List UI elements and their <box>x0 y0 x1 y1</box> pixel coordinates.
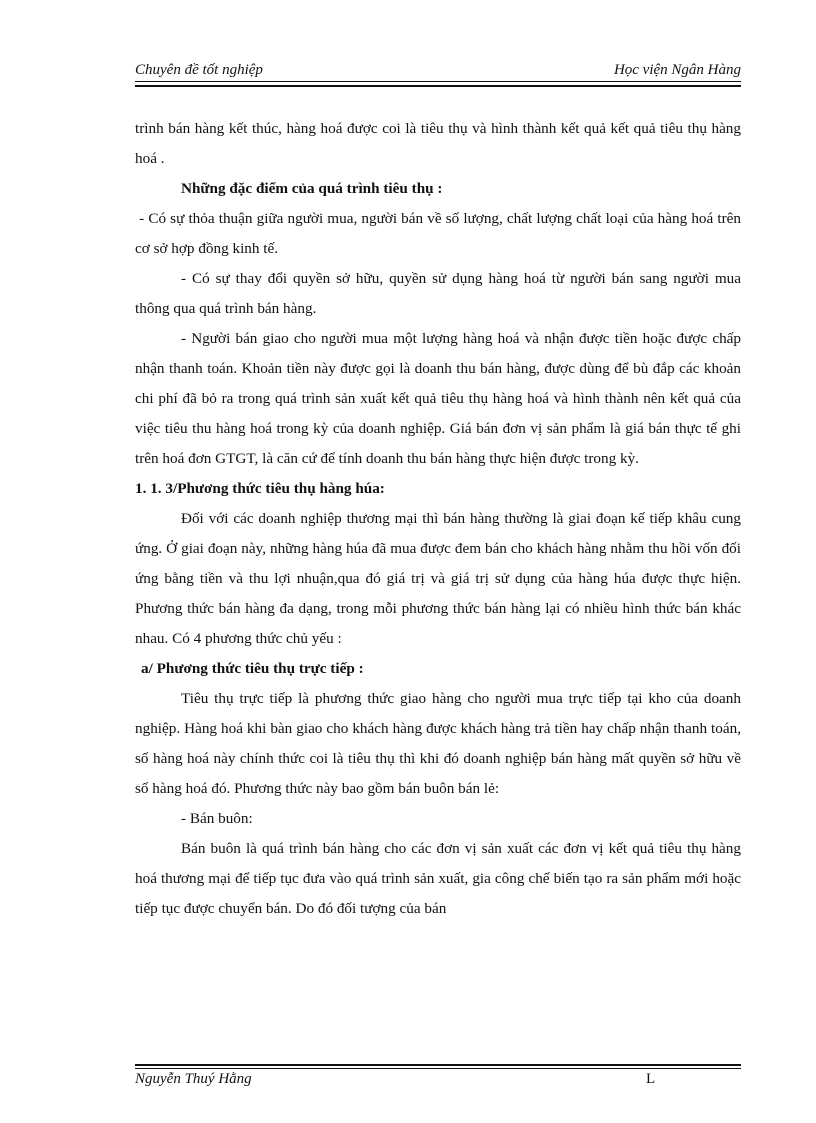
paragraph-methods-intro: Đối với các doanh nghiệp thương mại thì bán hàng thường là giai đoạn kế tiếp khâu cung ứng. Ở giai đoạn này, những hàng húa đã mua được đem bán cho khách hàng nhằm thu hồi vốn đối ứng bằng tiền và thu lợi nhuận,qua đó giá trị và giá trị sử dụng của hàng húa được thực hiện. Phương thức bán hàng đa dạng, trong mỗi phương thức bán hàng lại có nhiều hình thức bán khác nhau. Có 4 phương thức chủ yếu : <box>135 510 741 647</box>
paragraph-agreement: - Có sự thỏa thuận giữa người mua, người bán về số lượng, chất lượng chất loại của hàng hoá trên cơ sở hợp đồng kinh tế. <box>135 210 745 257</box>
footer-rule-thick <box>135 1064 741 1066</box>
header-rule-thin <box>135 81 741 82</box>
footer-page-marker: L <box>646 1071 656 1087</box>
paragraph-continuation: trình bán hàng kết thúc, hàng hoá được coi là tiêu thụ và hình thành kết quả kết quả tiêu thụ hàng hoá . <box>135 120 741 167</box>
footer-author: Nguyễn Thuý Hằng <box>135 1071 252 1087</box>
paragraph-ownership: - Có sự thay đổi quyền sở hữu, quyền sử dụng hàng hoá từ người bán sang người mua thông qua quá trình bán hàng. <box>135 270 741 317</box>
page-header <box>135 60 741 80</box>
subheading-direct-sale: a/ Phương thức tiêu thụ trực tiếp : <box>141 660 364 677</box>
paragraph-wholesale: Bán buôn là quá trình bán hàng cho các đơn vị sản xuất các đơn vị kết quả tiêu thụ hàng hoá thương mại để tiếp tục đưa vào quá trình sản xuất, gia công chế biến tạo ra sản phẩm mới hoặc tiếp tục được chuyển bán. Do đó đối tượng của bán <box>135 840 741 917</box>
header-institution: Học viện Ngân Hàng <box>613 62 741 78</box>
header-document-title: Chuyên đề tốt nghiệp <box>135 62 263 78</box>
paragraph-direct-sale: Tiêu thụ trực tiếp là phương thức giao hàng cho người mua trực tiếp tại kho của doanh nghiệp. Hàng hoá khi bàn giao cho khách hàng được khách hàng trả tiền hay chấp nhận thanh toán, số hàng hoá này chính thức coi là tiêu thụ thì khi đó doanh nghiệp bán hàng mất quyền sở hữu về số hàng hoá đó. Phương thức này bao gồm bán buôn bán lẻ: <box>135 690 741 797</box>
header-rule-thick <box>135 85 741 87</box>
section-heading-methods: 1. 1. 3/Phương thức tiêu thụ hàng húa: <box>135 480 385 497</box>
list-item-wholesale: - Bán buôn: <box>181 810 253 827</box>
page-body <box>135 114 745 924</box>
heading-characteristics: Những đặc điểm của quá trình tiêu thụ : <box>181 180 443 197</box>
paragraph-payment: - Người bán giao cho người mua một lượng hàng hoá và nhận được tiền hoặc được chấp nhận thanh toán. Khoản tiền này được gọi là doanh thu bán hàng, được dùng để bù đắp các khoản chi phí đã bỏ ra trong quá trình sản xuất kết quả tiêu thụ hàng hoá và hình thành nên kết quả của việc tiêu thu hàng hoá trong kỳ của doanh nghiệp. Giá bán đơn vị sản phẩm là giá bán thực tế ghi trên hoá đơn GTGT, là căn cứ để tính doanh thu bán hàng thực hiện được trong kỳ. <box>135 330 741 467</box>
footer-rule-thin <box>135 1068 741 1069</box>
